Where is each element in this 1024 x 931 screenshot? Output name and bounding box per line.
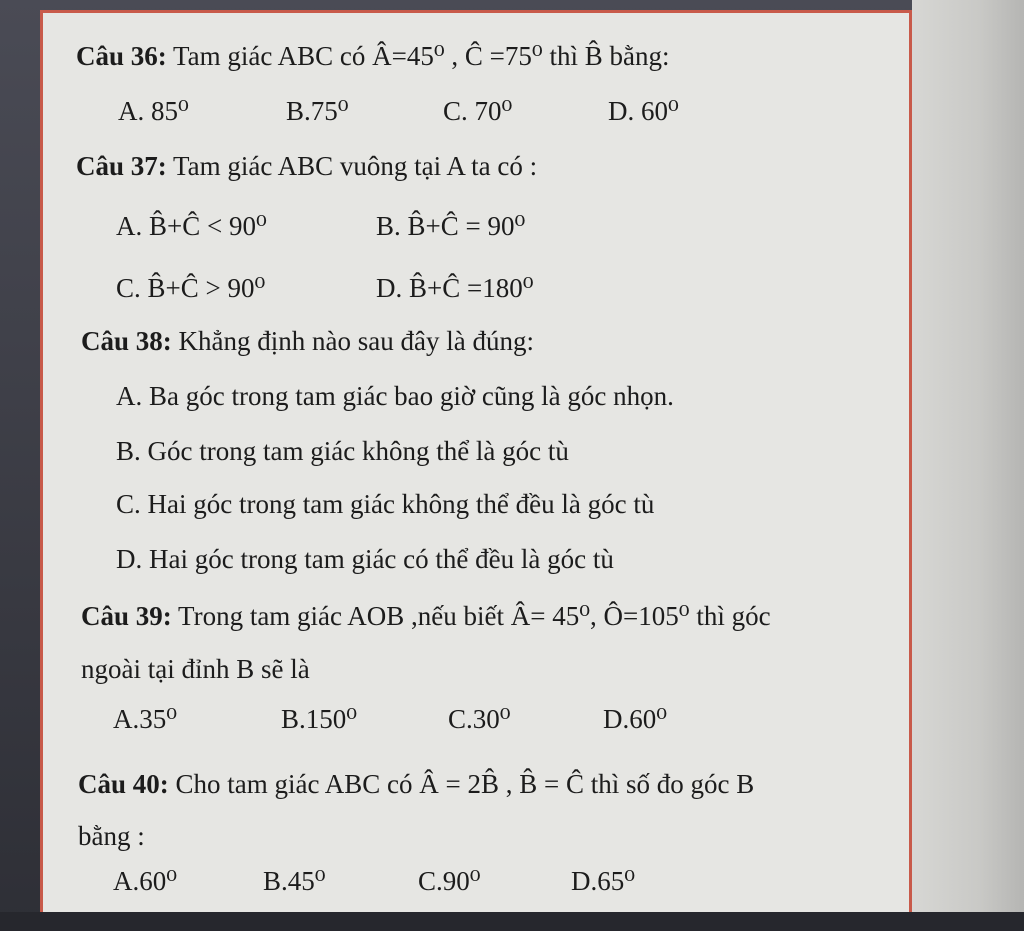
question-38-text: Khẳng định nào sau đây là đúng:: [178, 326, 534, 356]
question-38-label: Câu 38:: [81, 326, 172, 356]
screen-right-margin: [912, 0, 1024, 931]
question-39-text: Trong tam giác AOB ,nếu biết Â= 45⁰, Ô=105⁰ thì góc: [178, 601, 771, 631]
question-40-continued: bằng :: [78, 821, 145, 851]
question-36-label: Câu 36:: [76, 41, 167, 71]
question-37-text: Tam giác ABC vuông tại A ta có :: [173, 151, 538, 181]
q39-option-c[interactable]: C.30⁰: [448, 704, 511, 734]
q37-option-b[interactable]: B. B̂+Ĉ = 90⁰: [376, 211, 526, 241]
question-36-text: Tam giác ABC có Â=45⁰ , Ĉ =75⁰ thì B̂ bằng:: [173, 41, 670, 71]
q37-option-d[interactable]: D. B̂+Ĉ =180⁰: [376, 273, 534, 303]
q40-option-b[interactable]: B.45⁰: [263, 866, 326, 896]
q36-option-b[interactable]: B.75⁰: [286, 96, 349, 126]
question-40: [78, 771, 754, 798]
question-39: [81, 603, 771, 630]
question-39-continued: ngoài tại đỉnh B sẽ là: [81, 654, 310, 684]
question-36: [76, 43, 669, 70]
screen-bottom-edge: [0, 912, 1024, 931]
q39-option-b[interactable]: B.150⁰: [281, 704, 358, 734]
question-38: [81, 328, 534, 355]
question-40-label: Câu 40:: [78, 769, 169, 799]
question-39-label: Câu 39:: [81, 601, 172, 631]
question-37: [76, 153, 537, 180]
question-40-text: Cho tam giác ABC có Â = 2B̂ , B̂ = Ĉ thì số đo góc B: [175, 769, 755, 799]
q40-option-d[interactable]: D.65⁰: [571, 866, 636, 896]
q38-option-b[interactable]: B. Góc trong tam giác không thể là góc tù: [116, 436, 569, 466]
q39-option-a[interactable]: A.35⁰: [113, 704, 178, 734]
q36-option-c[interactable]: C. 70⁰: [443, 96, 513, 126]
q39-option-d[interactable]: D.60⁰: [603, 704, 668, 734]
q38-option-d[interactable]: D. Hai góc trong tam giác có thể đều là góc tù: [116, 544, 614, 574]
q36-option-a[interactable]: A. 85⁰: [118, 96, 189, 126]
q37-option-a[interactable]: A. B̂+Ĉ < 90⁰: [116, 211, 267, 241]
q38-option-c[interactable]: C. Hai góc trong tam giác không thể đều là góc tù: [116, 489, 655, 519]
q40-option-a[interactable]: A.60⁰: [113, 866, 178, 896]
q38-option-a[interactable]: A. Ba góc trong tam giác bao giờ cũng là góc nhọn.: [116, 381, 674, 411]
worksheet-page: [40, 10, 912, 915]
q37-option-c[interactable]: C. B̂+Ĉ > 90⁰: [116, 273, 266, 303]
q40-option-c[interactable]: C.90⁰: [418, 866, 481, 896]
q36-option-d[interactable]: D. 60⁰: [608, 96, 679, 126]
question-37-label: Câu 37:: [76, 151, 167, 181]
